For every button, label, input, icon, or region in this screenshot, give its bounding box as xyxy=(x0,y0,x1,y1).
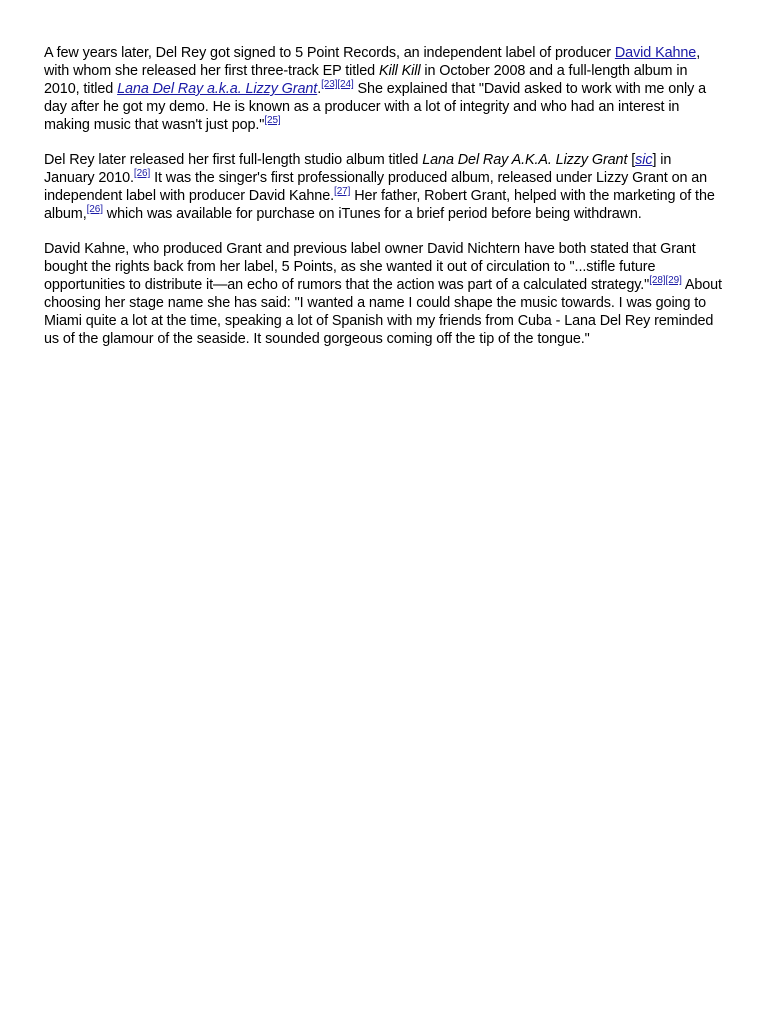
text-segment: David Kahne, who produced Grant and previous label owner David Nichtern have both stated that Grant bought the rights back from her label, 5 Points, as she wanted it out of circulation to "...stifle future opportunities to distribute it—an echo of rumors that the action was part of a calculated strategy." xyxy=(44,241,696,293)
text-segment: ] in January 2010. xyxy=(44,152,672,186)
text-segment: Del Rey later released her first full-length studio album titled xyxy=(44,152,423,168)
citation-link[interactable]: [24] xyxy=(337,79,354,90)
italic-title[interactable]: Lana Del Ray a.k.a. Lizzy Grant xyxy=(117,81,318,97)
italic-title[interactable]: sic xyxy=(635,152,653,168)
text-segment: in October 2008 and a full-length album in 2010, titled xyxy=(44,63,688,97)
citation-link[interactable]: [29] xyxy=(665,275,682,286)
citation-ref xyxy=(665,275,681,286)
text-segment: About choosing her stage name she has said: "I wanted a name I could shape the music towards. I was going to Miami quite a lot at the time, speaking a lot of Spanish with my friends from Cuba - Lana Del Rey reminded us of the glamour of the seaside. It sounded gorgeous coming off the tip of the tongue." xyxy=(44,277,722,347)
text-segment: She explained that "David asked to work with me only a day after he got my demo. He is known as a producer with a lot of integrity and who had an interest in making music that wasn't just pop." xyxy=(44,81,707,133)
text-segment: which was available for purchase on iTunes for a brief period before being withdrawn. xyxy=(102,206,642,222)
text-segment: Her father, Robert Grant, helped with the marketing of the album, xyxy=(44,188,715,222)
citation-ref xyxy=(649,275,665,286)
citation-ref xyxy=(321,79,337,90)
italic-title: Kill Kill xyxy=(378,63,421,79)
article-body xyxy=(44,44,724,365)
text-segment: , with whom she released her first three-track EP titled xyxy=(44,45,701,79)
paragraph-3 xyxy=(44,240,724,348)
inline-link[interactable] xyxy=(635,152,652,168)
text-segment: . xyxy=(317,81,322,97)
citation-ref xyxy=(264,115,280,126)
citation-link[interactable]: [23] xyxy=(321,79,338,90)
citation-link[interactable]: [26] xyxy=(86,204,103,215)
paragraph-2 xyxy=(44,151,724,223)
text-segment xyxy=(379,63,420,79)
inline-link[interactable] xyxy=(117,81,317,97)
text-segment: It was the singer's first professionally produced album, released under Lizzy Grant on an independent label with producer David Kahne. xyxy=(44,170,708,204)
italic-title: Lana Del Ray A.K.A. Lizzy Grant xyxy=(422,152,628,168)
text-segment xyxy=(422,152,627,168)
citation-link[interactable]: [28] xyxy=(649,275,666,286)
citation-ref xyxy=(87,204,103,215)
citation-link[interactable]: [26] xyxy=(133,168,151,179)
citation-ref xyxy=(334,186,350,197)
citation-ref xyxy=(337,79,353,90)
citation-ref xyxy=(134,168,150,179)
paragraph-1 xyxy=(44,44,724,134)
citation-link[interactable]: [25] xyxy=(264,115,281,126)
text-segment: A few years later, Del Rey got signed to 5 Point Records, an independent label of producer xyxy=(44,45,615,61)
text-segment: [ xyxy=(627,152,636,168)
citation-link[interactable]: [27] xyxy=(334,186,351,197)
inline-link[interactable]: David Kahne xyxy=(614,45,697,61)
